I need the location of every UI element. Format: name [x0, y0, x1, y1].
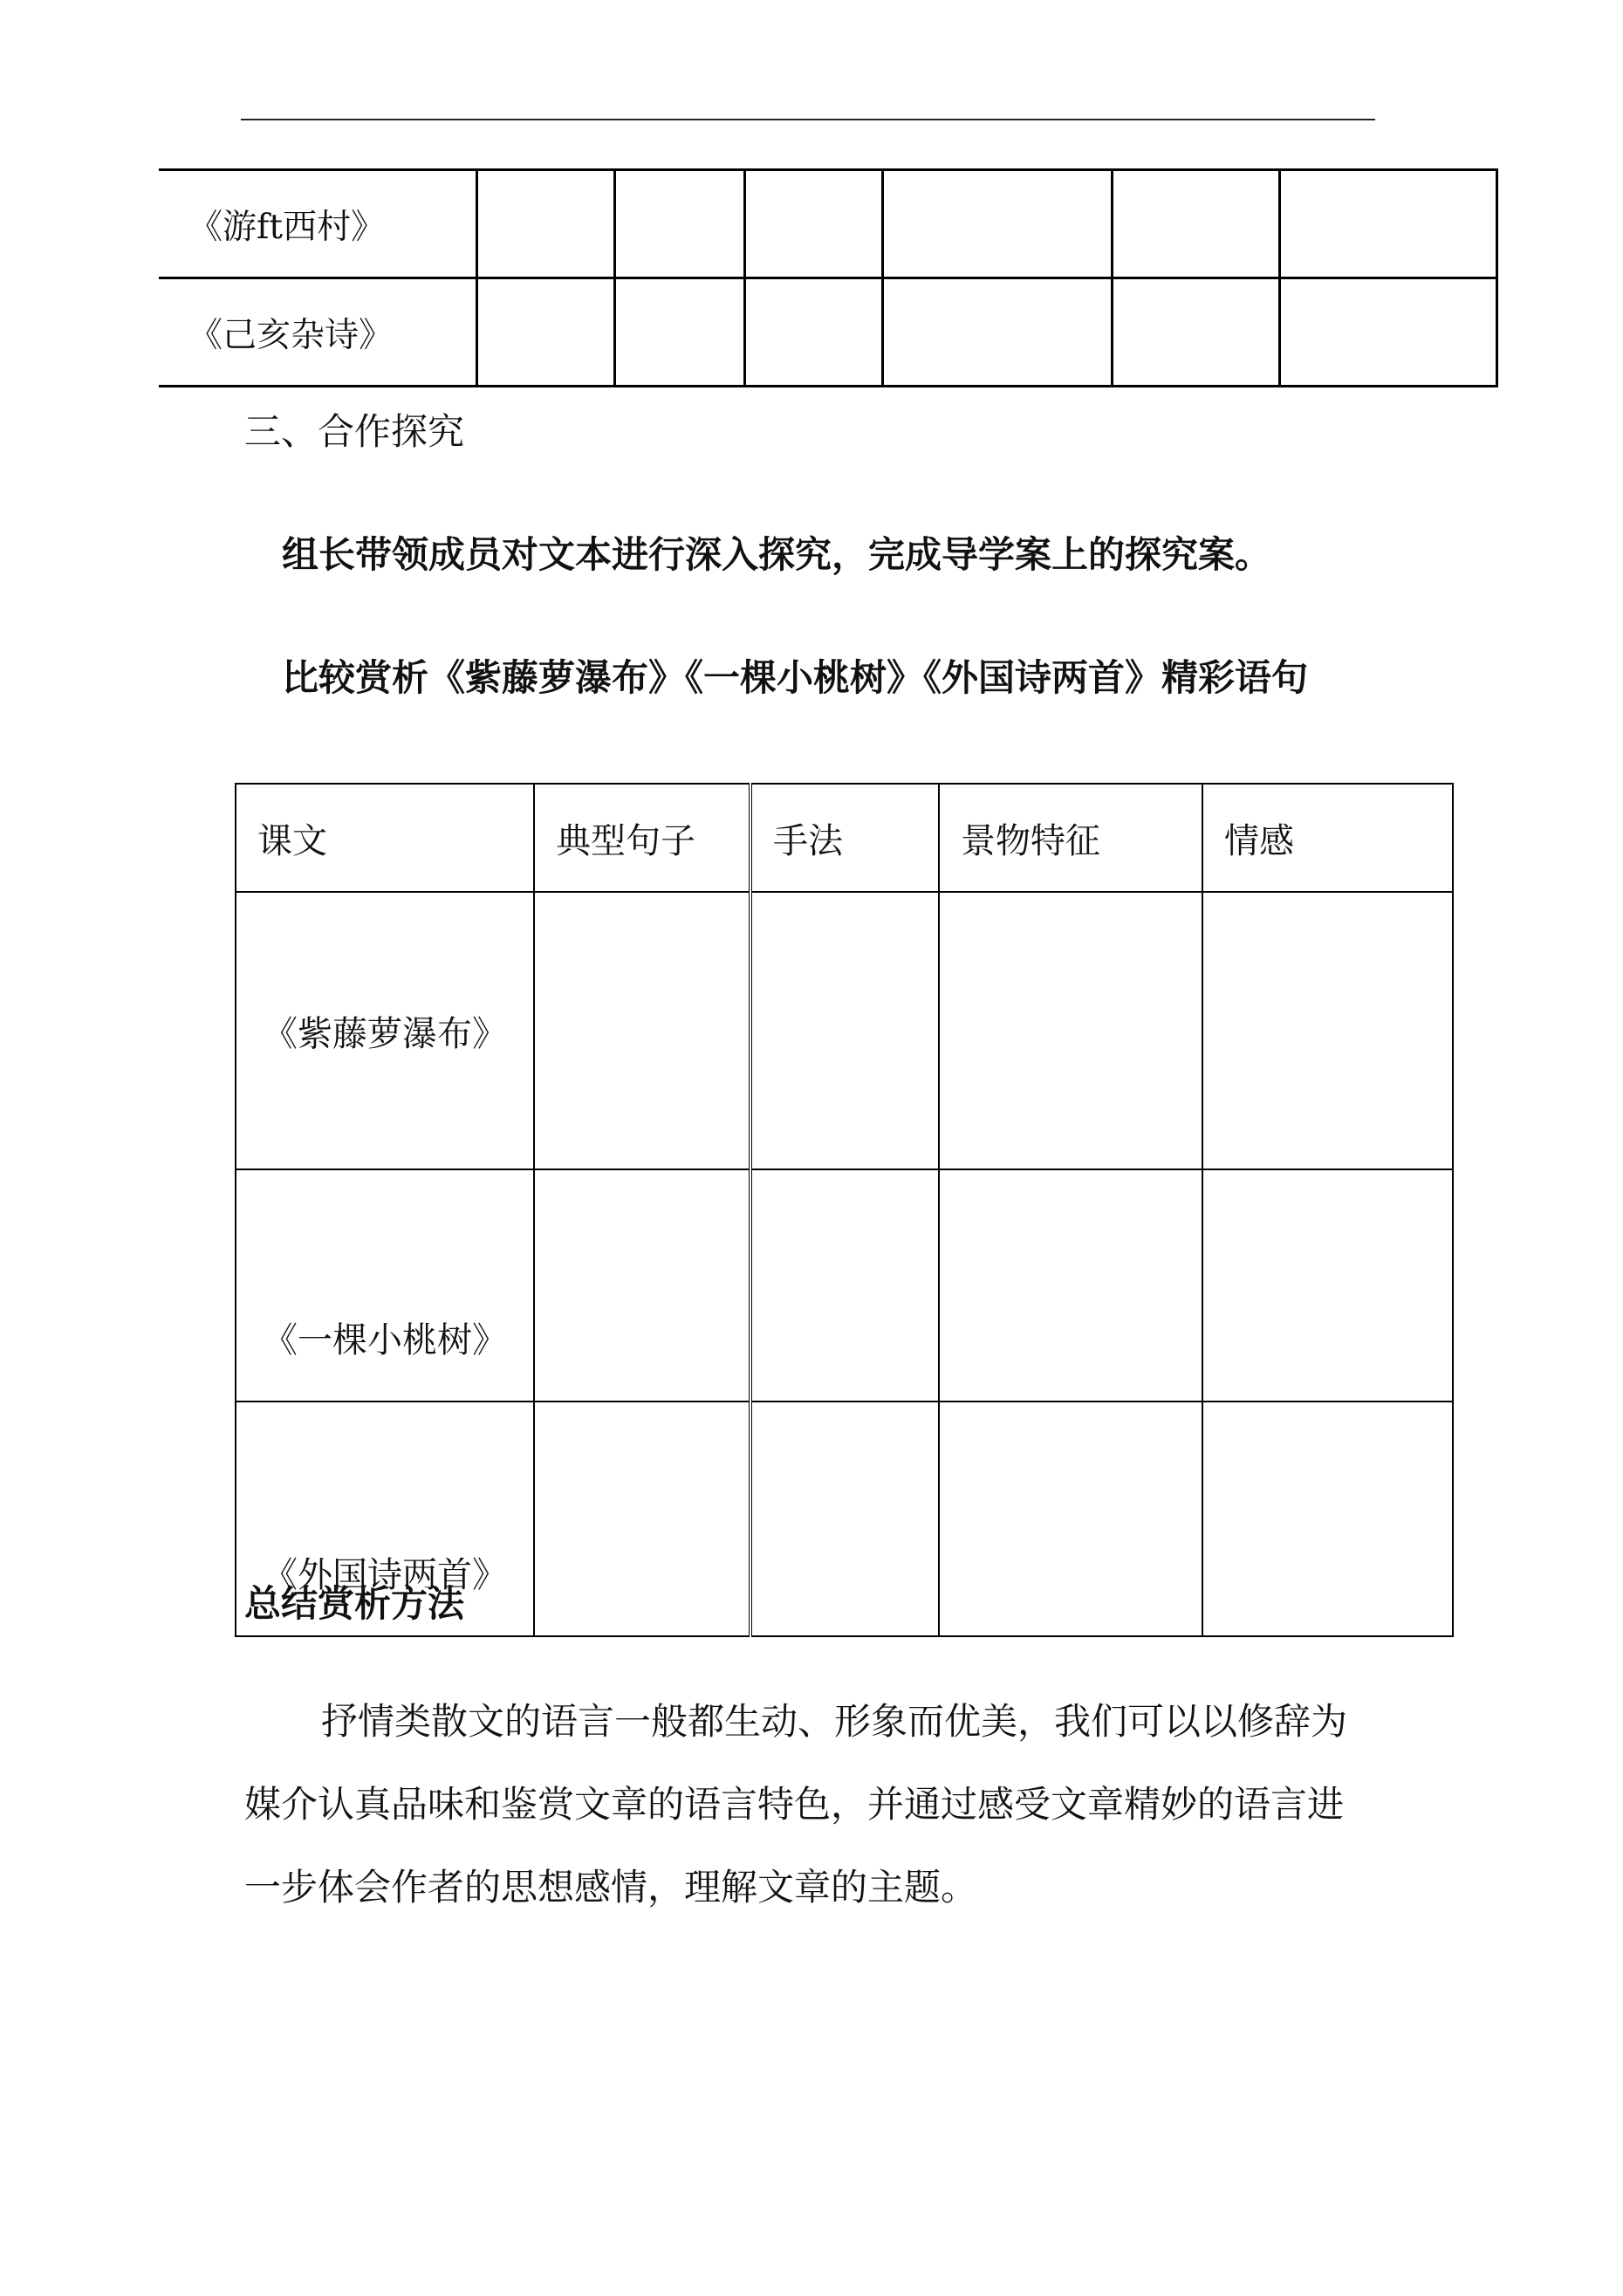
summary-line: 一步体会作者的思想感情，理解文章的主题。	[244, 1866, 978, 1909]
blank-cell[interactable]	[1112, 278, 1279, 387]
blank-cell[interactable]	[750, 1169, 939, 1402]
top-table	[159, 168, 1498, 387]
column-header: 手法	[750, 784, 939, 892]
blank-cell[interactable]	[939, 892, 1202, 1169]
blank-cell[interactable]	[1202, 1169, 1453, 1402]
table-row	[159, 170, 1496, 278]
text-title-cell: 《外国诗两首》	[236, 1402, 534, 1636]
header-rule	[241, 119, 1375, 120]
column-header: 典型句子	[534, 784, 750, 892]
blank-cell[interactable]	[1202, 892, 1453, 1169]
blank-cell[interactable]	[744, 278, 882, 387]
blank-cell[interactable]	[882, 170, 1112, 278]
blank-cell[interactable]	[534, 892, 750, 1169]
column-header: 景物特征	[939, 784, 1202, 892]
blank-cell[interactable]	[1112, 170, 1279, 278]
poem-title-cell: 《游ft西村》	[159, 170, 476, 278]
blank-cell[interactable]	[614, 278, 744, 387]
text-title-cell: 《一棵小桃树》	[236, 1169, 534, 1402]
summary-paragraph	[244, 1680, 1396, 1929]
blank-cell[interactable]	[939, 1169, 1202, 1402]
table-header-row	[236, 784, 1453, 892]
blank-cell[interactable]	[1279, 278, 1496, 387]
instruction-text: 组长带领成员对文本进行深入探究，完成导学案上的探究案。	[282, 533, 1272, 576]
summary-heading: 总结赏析方法	[244, 1582, 465, 1625]
blank-cell[interactable]	[882, 278, 1112, 387]
blank-cell[interactable]	[614, 170, 744, 278]
section-heading: 三、合作探究	[244, 410, 465, 453]
text-title-cell: 《紫藤萝瀑布》	[236, 892, 534, 1169]
poem-title-cell: 《己亥杂诗》	[159, 278, 476, 387]
blank-cell[interactable]	[744, 170, 882, 278]
blank-cell[interactable]	[476, 278, 614, 387]
blank-cell[interactable]	[534, 1402, 750, 1636]
blank-cell[interactable]	[476, 170, 614, 278]
column-header: 情感	[1202, 784, 1453, 892]
table-row	[236, 892, 1453, 1169]
compare-subtitle: 比较赏析《紫藤萝瀑布》《一棵小桃树》《外国诗两首》精彩语句	[282, 656, 1309, 699]
compare-table	[235, 783, 1454, 1637]
summary-line: 抒情类散文的语言一般都生动、形象而优美，我们可以以修辞为	[321, 1700, 1348, 1743]
blank-cell[interactable]	[534, 1169, 750, 1402]
blank-cell[interactable]	[750, 892, 939, 1169]
blank-cell[interactable]	[1202, 1402, 1453, 1636]
table-row	[159, 278, 1496, 387]
blank-cell[interactable]	[750, 1402, 939, 1636]
summary-line: 媒介认真品味和鉴赏文章的语言特色，并通过感受文章精妙的语言进	[244, 1783, 1345, 1826]
blank-cell[interactable]	[939, 1402, 1202, 1636]
table-row	[236, 1169, 1453, 1402]
column-header: 课文	[236, 784, 534, 892]
blank-cell[interactable]	[1279, 170, 1496, 278]
